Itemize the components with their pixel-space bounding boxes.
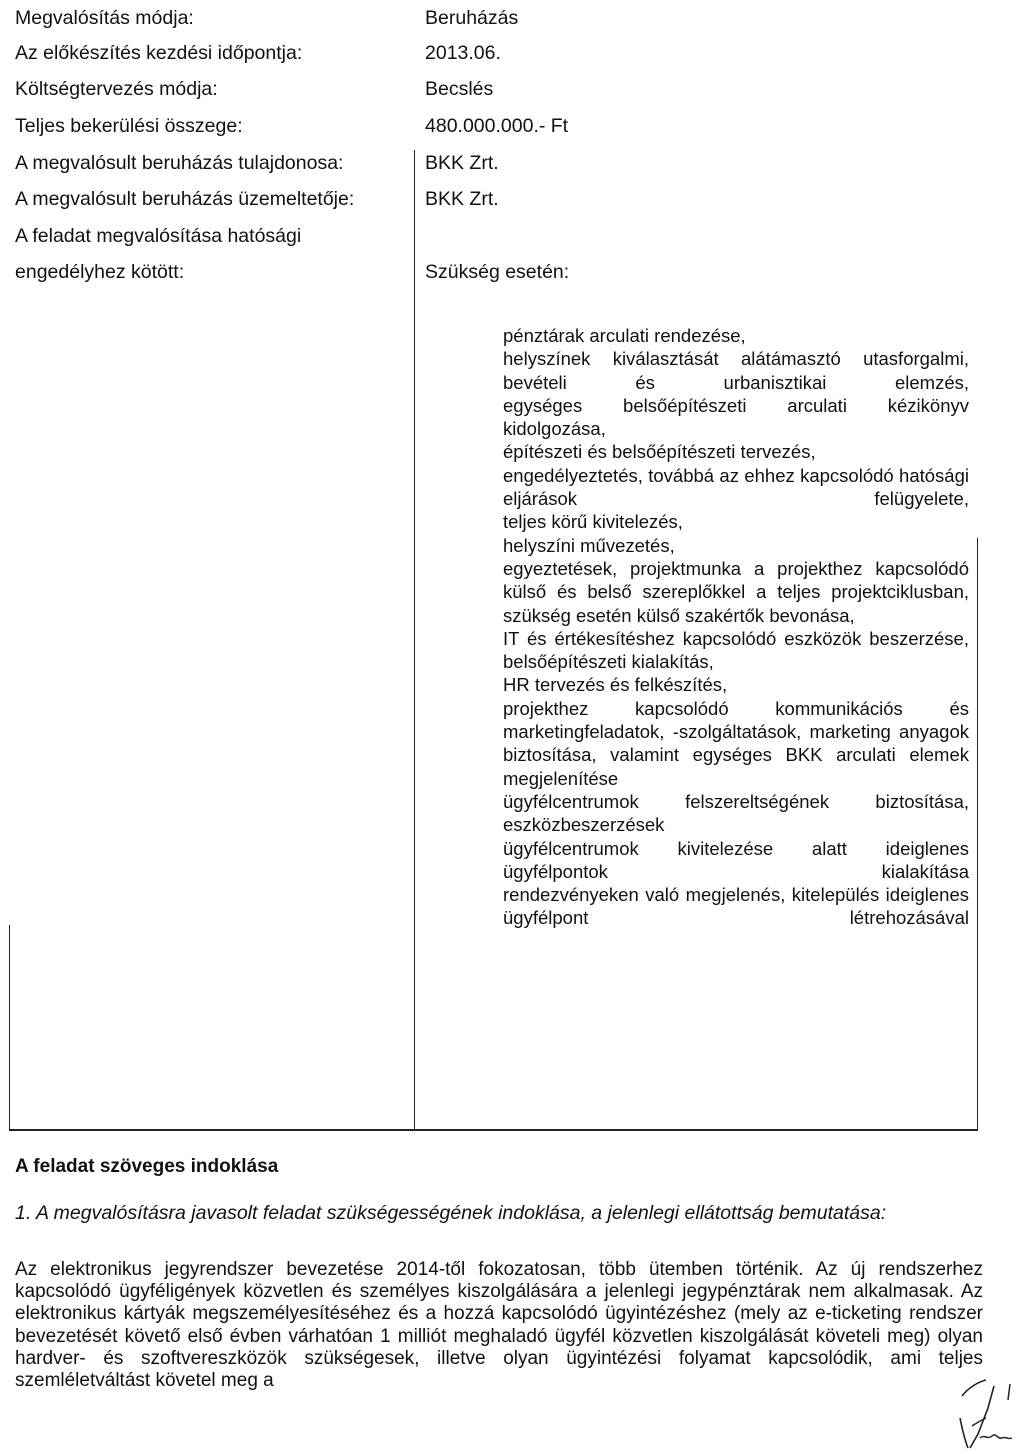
question-heading: 1. A megvalósításra javasolt feladat szükségességének indoklása, a jelenlegi ellátottság bemutatása: (15, 1202, 887, 1224)
info-value-permit: Szükség esetén: (425, 261, 570, 283)
list-item: rendezvényeken való megjelenés, kitelepülés ideiglenes ügyfélpont létrehozásával (503, 884, 969, 929)
info-value-total-cost: 480.000.000.- Ft (425, 115, 569, 137)
list-item: HR tervezés és felkészítés, (503, 674, 728, 696)
list-item: belsőépítészeti kialakítás, (503, 651, 714, 673)
info-label-permit-line1: A feladat megvalósítása hatósági (15, 225, 302, 247)
list-item: ügyfélcentrumok felszereltségének biztosítása, eszközbeszerzések (503, 790, 969, 836)
list-item: teljes körű kivitelezés, (503, 511, 683, 533)
list-item: építészeti és belsőépítészeti tervezés, (503, 441, 816, 463)
info-value-implementation-mode: Beruházás (425, 7, 519, 29)
info-label-total-cost: Teljes bekerülési összege: (15, 115, 243, 137)
signature-icon (948, 1378, 1018, 1450)
info-label-cost-planning-mode: Költségtervezés módja: (15, 78, 218, 100)
info-value-owner: BKK Zrt. (425, 152, 499, 174)
info-label-permit-line2: engedélyhez kötött: (15, 261, 185, 283)
list-item: egységes belsőépítészeti arculati kézikönyv kidolgozása, (503, 394, 969, 440)
list-item: ügyfélcentrumok kivitelezése alatt ideiglenes ügyfélpontok kialakítása (503, 837, 969, 882)
info-value-operator: BKK Zrt. (425, 188, 499, 210)
task-list (503, 324, 969, 930)
list-item: pénztárak arculati rendezése, (503, 325, 746, 346)
list-item: helyszíni művezetés, (503, 534, 675, 556)
info-value-preparation-start: 2013.06. (425, 42, 501, 64)
list-item: IT és értékesítéshez kapcsolódó eszközök beszerzése, (503, 627, 969, 649)
body-paragraph: Az elektronikus jegyrendszer bevezetése 2014-től fokozatosan, több ütemben történik. Az új rendszerhez kapcsolódó ügyféligények közvetlen és személyes kiszolgálására a jelenlegi jegypénztárak nem alkalmasak. Az elektronikus kártyák megszemélyesítéséhez és a hozzá kapcsolódó ügyintézéshez (mely az e-ticketing rendszer bevezetését követő első évben várhatóan 1 milliót meghaladó ügyfél közvetlen kiszolgálását követeli meg) olyan hardver- és szoftvereszközök szükségesek, illetve olyan ügyintézési folyamat kapcsolódik, ami teljes szemléletváltást követel meg a (15, 1259, 983, 1392)
list-item: projekthez kapcsolódó kommunikációs és marketingfeladatok, -szolgáltatások, marketing anyagok biztosítása, valamint egységes BKK arculati elemek megjelenítése (503, 697, 969, 789)
table-center-divider (414, 150, 415, 1130)
info-label-preparation-start: Az előkészítés kezdési időpontja: (15, 42, 303, 64)
info-label-implementation-mode: Megvalósítás módja: (15, 7, 194, 29)
list-item: engedélyeztetés, továbbá az ehhez kapcsolódó hatósági eljárások felügyelete, (503, 464, 969, 510)
list-item: helyszínek kiválasztását alátámasztó utasforgalmi, bevételi és urbanisztikai elemzés, (503, 348, 969, 393)
list-item: szükség esetén külső szakértők bevonása, (503, 604, 855, 626)
info-value-cost-planning-mode: Becslés (425, 78, 494, 100)
info-label-owner: A megvalósult beruházás tulajdonosa: (15, 152, 344, 174)
table-right-border (977, 538, 978, 1130)
table-bottom-border (9, 1129, 978, 1131)
info-label-operator: A megvalósult beruházás üzemeltetője: (15, 188, 355, 210)
table-left-border (9, 925, 10, 1130)
section-heading: A feladat szöveges indoklása (15, 1156, 279, 1177)
list-item: egyeztetések, projektmunka a projekthez kapcsolódó külső és belső szereplőkkel a teljes projektciklusban, (503, 557, 969, 603)
